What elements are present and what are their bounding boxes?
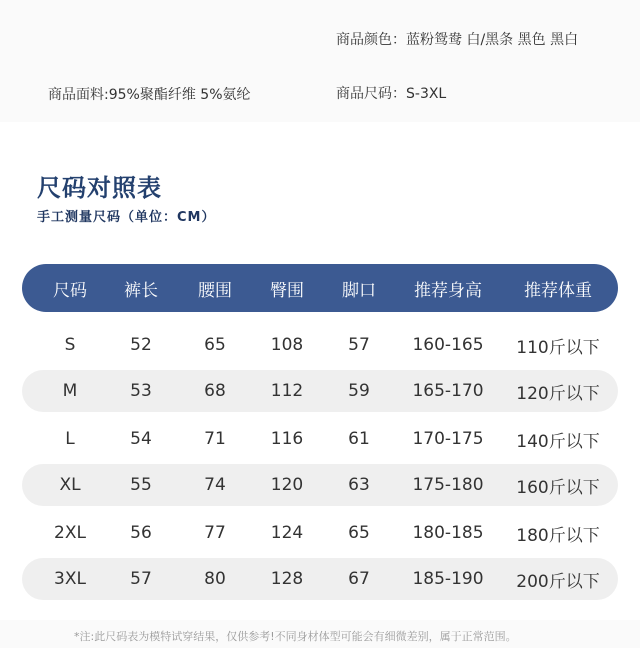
table-row	[22, 464, 618, 506]
cell-hem: 63	[348, 475, 370, 495]
cell-size: XL	[59, 475, 81, 495]
cell-hem: 57	[348, 335, 370, 355]
cell-size: 3XL	[54, 569, 86, 589]
cell-height: 185-190	[412, 569, 484, 589]
cell-hem: 65	[348, 523, 370, 543]
cell-size: 2XL	[54, 523, 86, 543]
cell-waist: 68	[204, 381, 226, 401]
table-row	[22, 418, 618, 460]
cell-size: M	[62, 381, 78, 401]
size-chart-title: 尺码对照表	[37, 174, 162, 202]
header-cell-weight: 推荐体重	[524, 280, 592, 301]
cell-length: 57	[130, 569, 152, 589]
cell-length: 54	[130, 429, 152, 449]
cell-hip: 128	[270, 569, 304, 589]
cell-hip: 108	[270, 335, 304, 355]
header-cell-waist: 腰围	[198, 280, 232, 301]
size-table-header	[22, 264, 618, 312]
cell-hem: 67	[348, 569, 370, 589]
cell-size: L	[65, 429, 75, 449]
cell-hem: 59	[348, 381, 370, 401]
cell-height: 175-180	[412, 475, 484, 495]
cell-length: 55	[130, 475, 152, 495]
cell-weight: 140斤以下	[516, 431, 600, 452]
cell-waist: 77	[204, 523, 226, 543]
table-row	[22, 370, 618, 412]
header-cell-hip: 臀围	[270, 280, 304, 301]
table-row	[22, 324, 618, 366]
product-color-line: 商品颜色：蓝粉鸳鸯 白/黑条 黑色 黑白	[336, 32, 579, 48]
cell-waist: 71	[204, 429, 226, 449]
product-size-line: 商品尺码：S-3XL	[336, 86, 447, 102]
footnote-panel	[0, 620, 640, 648]
cell-length: 56	[130, 523, 152, 543]
cell-height: 170-175	[412, 429, 484, 449]
header-cell-length: 裤长	[124, 280, 158, 301]
cell-length: 53	[130, 381, 152, 401]
cell-weight: 160斤以下	[516, 477, 600, 498]
cell-weight: 120斤以下	[516, 383, 600, 404]
product-fabric-line: 商品面料:95%聚酯纤维 5%氨纶	[48, 87, 251, 103]
table-row	[22, 558, 618, 600]
cell-waist: 80	[204, 569, 226, 589]
cell-height: 180-185	[412, 523, 484, 543]
cell-waist: 65	[204, 335, 226, 355]
header-cell-height: 推荐身高	[414, 280, 482, 301]
size-chart-footnote: *注:此尺码表为模特试穿结果，仅供参考!不同身材体型可能会有细微差别，属于正常范围。	[74, 630, 517, 643]
cell-weight: 110斤以下	[516, 337, 600, 358]
cell-hip: 116	[270, 429, 304, 449]
cell-height: 165-170	[412, 381, 484, 401]
cell-height: 160-165	[412, 335, 484, 355]
cell-length: 52	[130, 335, 152, 355]
table-row	[22, 512, 618, 554]
cell-waist: 74	[204, 475, 226, 495]
header-cell-hem: 脚口	[342, 280, 376, 301]
cell-hip: 124	[270, 523, 304, 543]
header-cell-size: 尺码	[53, 280, 87, 301]
cell-hip: 120	[270, 475, 304, 495]
cell-size: S	[64, 335, 76, 355]
size-chart-subtitle: 手工测量尺码（单位：CM）	[37, 210, 216, 225]
cell-hem: 61	[348, 429, 370, 449]
cell-weight: 200斤以下	[516, 571, 600, 592]
cell-weight: 180斤以下	[516, 525, 600, 546]
cell-hip: 112	[270, 381, 304, 401]
